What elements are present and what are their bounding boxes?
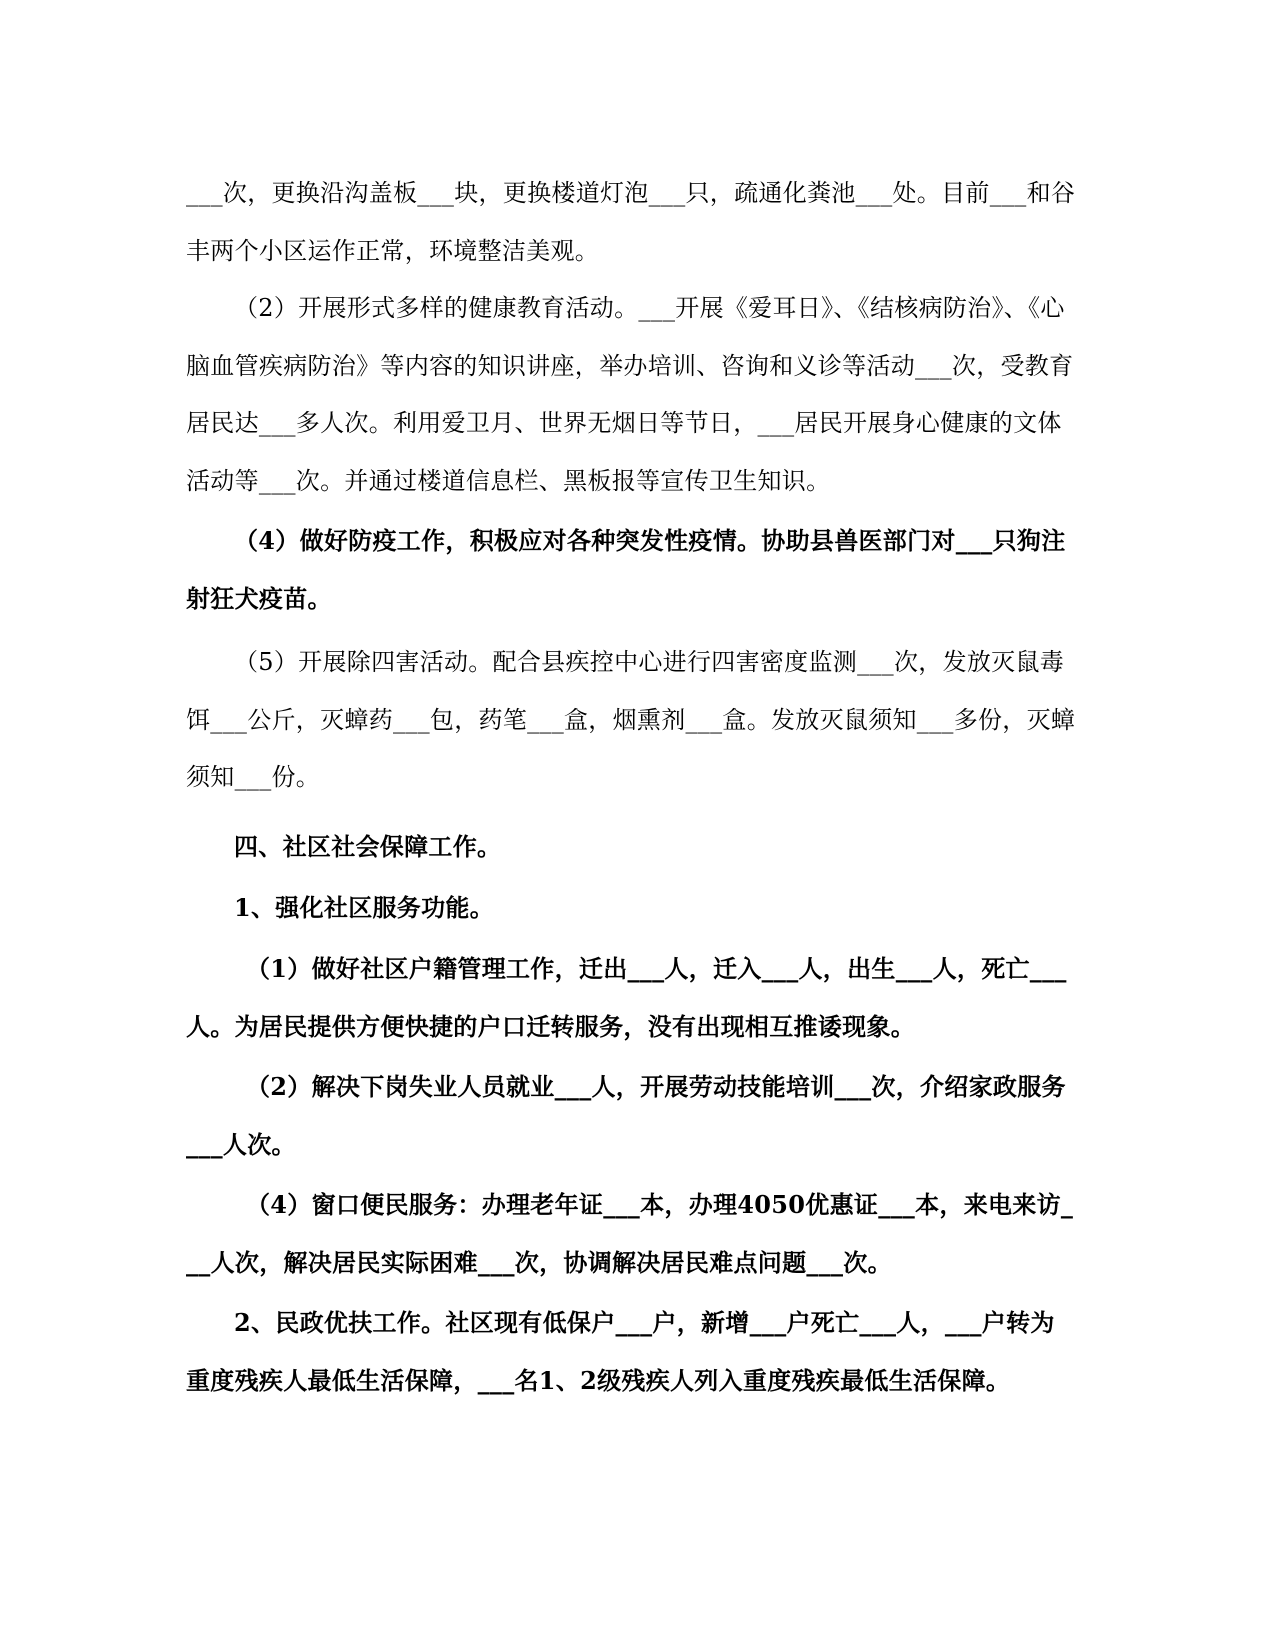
paragraph-window-service: （4）窗口便民服务：办理老年证___本，办理4050优惠证___本，来电来访___人次，解决居民实际困难___次，协调解决居民难点问题___次。 bbox=[186, 1190, 1074, 1277]
paragraph-pest-control: （5）开展除四害活动。配合县疾控中心进行四害密度监测___次，发放灭鼠毒饵___公斤，灭蟑药___包，药笔___盒，烟熏剂___盒。发放灭鼠须知___多份，灭蟑须知___份。 bbox=[186, 648, 1076, 791]
paragraph-civil-affairs: 2、民政优扶工作。社区现有低保户___户，新增___户死亡___人，___户转为重度残疾人最低生活保障，___名1、2级残疾人列入重度残疾最低生活保障。 bbox=[186, 1308, 1055, 1395]
paragraph-employment: （2）解决下岗失业人员就业___人，开展劳动技能培训___次，介绍家政服务___人次。 bbox=[186, 1072, 1066, 1159]
subsection-heading-community-service: 1、强化社区服务功能。 bbox=[234, 893, 494, 922]
section-heading-social-security: 四、社区社会保障工作。 bbox=[234, 832, 502, 861]
paragraph-household-registration: （1）做好社区户籍管理工作，迁出___人，迁入___人，出生___人，死亡___人。为居民提供方便快捷的户口迁转服务，没有出现相互推诿现象。 bbox=[186, 954, 1067, 1041]
paragraph-epidemic-prevention: （4）做好防疫工作，积极应对各种突发性疫情。协助县兽医部门对___只狗注射狂犬疫苗。 bbox=[186, 526, 1066, 613]
paragraph-sanitation-results: ___次，更换沿沟盖板___块，更换楼道灯泡___只，疏通化粪池___处。目前___和谷丰两个小区运作正常，环境整洁美观。 bbox=[186, 179, 1076, 265]
paragraph-health-education: （2）开展形式多样的健康教育活动。___开展《爱耳日》、《结核病防治》、《心脑血管疾病防治》等内容的知识讲座，举办培训、咨询和义诊等活动___次，受教育居民达___多人次。利用爱卫月、世界无烟日等节日，___居民开展身心健康的文体活动等___次。并通过楼道信息栏、黑板报等宣传卫生知识。 bbox=[186, 294, 1074, 495]
